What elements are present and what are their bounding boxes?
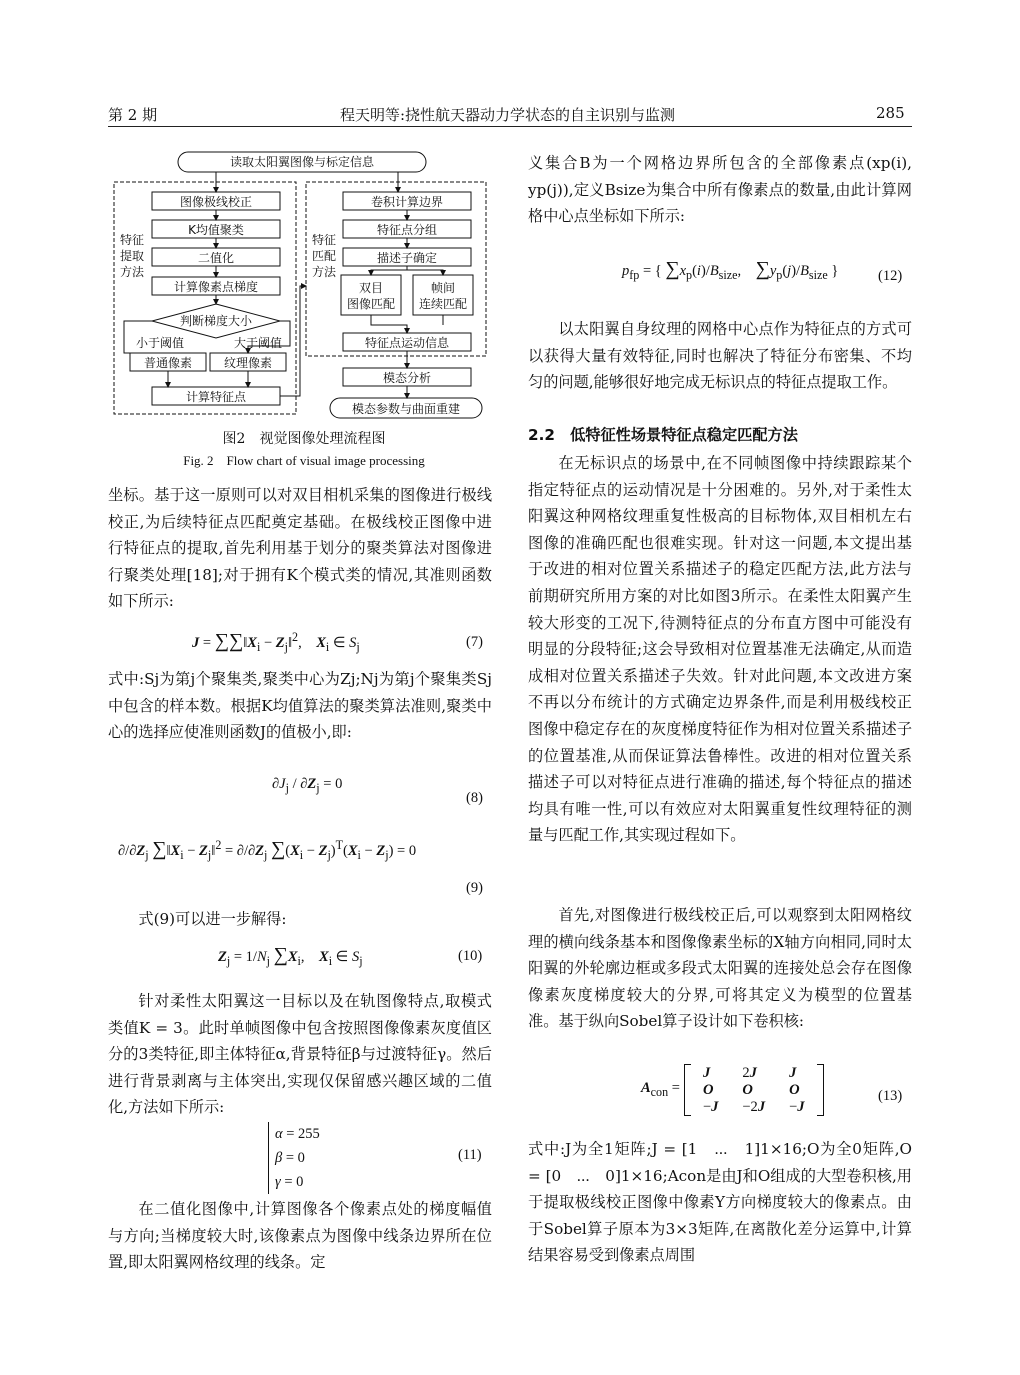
right-para-0: 义集合B为一个网格边界所包含的全部像素点(xp(i), yp(j)),定义Bsize为集合中所有像素点的数量,由此计算网格中心点坐标如下所示: — [528, 154, 912, 226]
modal-analysis: 模态分析 — [382, 371, 432, 385]
right-group-label-3: 方法 — [311, 265, 337, 279]
step-conv: 卷积计算边界 — [370, 195, 444, 209]
end-box: 模态参数与曲面重建 — [351, 402, 461, 416]
binocular-2: 图像匹配 — [346, 297, 396, 311]
flow-top-box: 读取太阳翼图像与标定信息 — [229, 155, 375, 169]
left-group-label-1: 特征 — [119, 233, 145, 247]
step-rectify: 图像极线校正 — [179, 195, 253, 209]
step-group: 特征点分组 — [376, 223, 438, 237]
eqno-13: (13) — [878, 1088, 903, 1104]
step-gradient: 计算像素点梯度 — [173, 280, 259, 294]
eqno-7: (7) — [466, 634, 483, 650]
step-kmeans: K均值聚类 — [188, 223, 244, 237]
compute-features: 计算特征点 — [185, 390, 247, 404]
eqno-9: (9) — [466, 880, 483, 896]
left-para-2: 式中:Sj为第j个聚集类,聚类中心为Zj;Nj为第j个聚集类Sj中包含的样本数。根据K均值算法的聚类算法准则,聚类中心的选择应使准则函数J的值极小,即: — [108, 670, 492, 742]
right-para-2: 在无标识点的场景中,在不同帧图像中持续跟踪某个指定特征点的运动情况是十分困难的。另外,对于柔性太阳翼这种网格纹理重复性极高的目标物体,双目相机左右图像的准确匹配也很难实现。针对这一问题,本文提出基于改进的相对位置关系描述子的稳定匹配方法,此方法与前期研究所用方案的对比如图3所示。在柔性太阳翼产生较大形变的工况下,待测特征点的分布直方图中可能没有明显的分段特征;这会导致相对位置基准无法确定,从而造成相对位置关系描述子失效。针对此问题,本文改进方案不再以分布统计的方式确定边界条件,而是利用极线校正图像中稳定存在的灰度梯度特征作为相对位置关系描述子的位置基准,从而保证算法鲁棒性。改进的相对位置关系描述子可以对特征点进行准确的描述,每个特征点的描述均具有唯一性,可以有效应对太阳翼重复性纹理特征的测量与匹配工作,其实现过程如下。 — [528, 454, 912, 845]
figure-caption-cn: 图2 视觉图像处理流程图 — [222, 431, 386, 447]
left-para-3: 式(9)可以进一步解得: — [138, 910, 287, 928]
branch-greater: 大于阈值 — [233, 336, 283, 350]
equation-10: $Z_j = 1/N_j$ $\sum X_i$, $X_i$ ∈ $S_j$ — [218, 944, 363, 968]
left-para-1: 坐标。基于这一原则可以对双目相机采集的图像进行极线校正,为后续特征点匹配奠定基础。在极线校正图像中进行特征点的提取,首先利用基于划分的聚类算法对图像进行聚类处理[18];对于拥有K个模式类的情况,其准则函数如下所示: — [108, 486, 492, 611]
frame-2: 连续匹配 — [418, 297, 468, 311]
right-group-label-2: 匹配 — [311, 249, 337, 263]
equation-8: $\partial J_j / \partial Z_j = 0$ — [272, 776, 343, 795]
header-rule — [108, 126, 912, 127]
equation-13: $A_{con}$ = J 2J J O O O −J −2J −J — [640, 1064, 824, 1116]
flowchart-figure — [108, 148, 500, 423]
branch-less: 小于阈值 — [135, 336, 185, 350]
eqno-10: (10) — [458, 948, 483, 964]
right-group-label-1: 特征 — [311, 233, 337, 247]
section-2-2-heading: 2.2 低特征性场景特征点稳定匹配方法 — [528, 426, 798, 444]
left-para-5: 在二值化图像中,计算图像各个像素点处的梯度幅值与方向;当梯度较大时,该像素点为图像中线条边界所在位置,即太阳翼网格纹理的线条。定 — [108, 1200, 492, 1272]
left-para-4: 针对柔性太阳翼这一目标以及在轨图像特点,取模式类值K = 3。此时单帧图像中包含按照图像像素灰度值区分的3类特征,即主体特征α,背景特征β与过渡特征γ。然后进行背景剥离与主体突出,实现仅保留感兴趣区域的二值化,方法如下所示: — [108, 992, 492, 1117]
motion-info: 特征点运动信息 — [364, 336, 450, 350]
left-group-label-3: 方法 — [119, 265, 145, 279]
issue-number: 第 2 期 — [108, 106, 158, 124]
right-para-1: 以太阳翼自身纹理的网格中心点作为特征点的方式可以获得大量有效特征,同时也解决了特征分布密集、不均匀的问题,能够很好地完成无标识点的特征点提取工作。 — [528, 320, 912, 392]
right-para-4: 式中:J为全1矩阵;J = [1 ⋯ 1]1×16;O为全0矩阵,O = [0 ⋯ 0]1×16;Acon是由J和O组成的大型卷积核,用于提取极线校正图像中像素Y方向梯度较大的像素点。由于Sobel算子原本为3×3矩阵,在离散化差分运算中,计算结果容易受到像素点周围 — [528, 1140, 912, 1265]
equation-7: $J = \sum\sum‖X_i$ − $Z_j‖^2$, $X_i$ ∈ $S_j$ — [192, 630, 360, 654]
normal-pixel: 普通像素 — [143, 356, 193, 370]
page-number: 285 — [876, 104, 905, 122]
eqno-8: (8) — [466, 790, 483, 806]
step-binarize: 二值化 — [197, 251, 235, 265]
right-para-3: 首先,对图像进行极线校正后,可以观察到太阳网格纹理的横向线条基本和图像像素坐标的X轴方向相同,同时太阳翼的外轮廓边框或多段式太阳翼的连接处总会存在图像像素灰度梯度较大的分界,可将其定义为模型的位置基准。基于纵向Sobel算子设计如下卷积核: — [528, 906, 912, 1031]
decision-gradient: 判断梯度大小 — [179, 314, 253, 328]
texture-pixel: 纹理像素 — [223, 356, 273, 370]
left-group-label-2: 提取 — [119, 249, 145, 263]
binocular-1: 双目 — [358, 281, 384, 295]
step-descriptor: 描述子确定 — [376, 251, 438, 265]
eqno-12: (12) — [878, 268, 903, 284]
running-title: 程天明等:挠性航天器动力学状态的自主识别与监测 — [340, 106, 676, 124]
equation-11: α = 255 β = 0 γ = 0 — [268, 1122, 320, 1194]
equation-9: $\partial/\partial Z_j$ $\sum‖X_i$ − $Z_j‖^2 = \partial/\partial Z_j$ $\sum(X_i - Z_j)^T(X_i - Z_j) = 0$ — [118, 838, 417, 862]
frame-1: 帧间 — [430, 281, 456, 295]
equation-12: $p_{fp}$ = { $\sum x_p(i)/B_{size}$, $\sum y_p(j)/B_{size}$ } — [622, 258, 839, 282]
eqno-11: (11) — [458, 1147, 482, 1163]
figure-caption-en: Fig. 2 Flow chart of visual image processing — [183, 453, 425, 468]
